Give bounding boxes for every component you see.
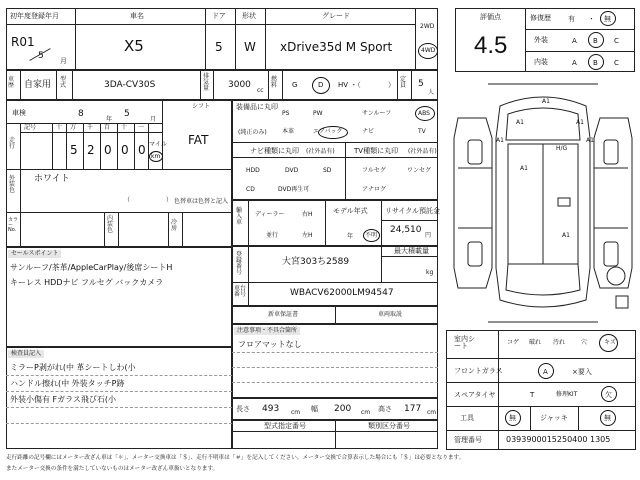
drive-4wd: 4WD [421,47,436,54]
displacement-unit: cc [257,87,264,94]
navi-item-2: SD [323,167,332,174]
mileage-digit-0: 5 [70,143,78,157]
unit-km: km [151,153,161,160]
cold-label: 冷房 [171,219,178,232]
doors-value: 5 [215,40,223,54]
equip-r2-1: エアバック [313,128,343,135]
drive-2wd: 2WD [420,23,435,30]
dmg-mark-7: H/G [556,145,568,152]
int-c: C [614,59,619,67]
displacement-label: 排気量 [203,73,210,92]
navi-sub: (社外品有) [306,148,335,155]
score-value: 4.5 [474,32,508,59]
front-glass-label: フロントガラス [454,367,503,375]
tv-label: TV種類に丸印 [354,147,399,155]
equipment-label: 装備品に丸印 [236,103,278,111]
model-year-unit: 年 [347,233,354,240]
inspector-label: 検査員記入 [8,350,44,358]
first-reg-month-unit: 月 [60,57,67,65]
interior-item-0: コゲ [507,339,520,346]
row-usage [6,70,438,100]
equip-r1-1: PW [313,110,323,117]
inspection-month-unit: 月 [150,116,157,123]
inspection-year-unit: 年 [106,116,113,123]
ext-c: C [614,37,619,45]
color-no-label: カラー No. [8,217,19,233]
mgmt-label: 管理番号 [454,436,482,444]
interior-item-1: 破れ [529,339,542,346]
length-value: 493 [262,404,280,414]
registration-value: 大宮303ち2589 [282,257,350,267]
score-label: 評価点 [480,13,501,21]
equip-r1-0: PS [282,110,290,117]
sales-line-1: サンルーフ/茶革/AppleCarPlay/後席シートH [10,263,173,272]
width-unit: cm [361,409,371,416]
inspection-month: 5 [124,109,130,119]
type-value: 3DA-CV30S [104,80,156,90]
tv-item-2: アナログ [362,186,387,193]
tools-label: 工具 [460,414,474,422]
displacement-value: 3000 [228,80,251,90]
import-dealer: ディーラー [255,211,285,218]
notes-block [232,324,438,398]
height-value: 177 [404,404,422,414]
import-parallel: 並行 [266,232,279,239]
width-value: 200 [334,404,352,414]
recycle-unit: 円 [425,232,432,239]
inspection-year: 8 [78,109,84,119]
max-load-unit: kg [426,269,434,276]
class-number-label: 類別区分番号 [368,422,410,430]
width-label: 幅 [311,405,318,413]
type-label: 型式 [60,76,67,89]
height-unit: cm [427,409,437,416]
repair-dot: ・ [588,15,595,23]
doors-label: ドア [212,12,226,20]
dmg-mark-5: A1 [586,137,594,144]
equip-r1-2: サンルーフ [362,110,392,117]
color-label: 外装色 [9,175,16,194]
length-unit: cm [291,409,301,416]
first-reg-label: 初年度登録年月 [10,12,59,20]
exterior-label: 外装 [534,36,548,44]
sales-points-label: セールスポイント [8,250,61,258]
inspector-line-1: ミラーP剥がれ(中 革シートしわ(小 [10,363,136,372]
spare-kit: 修理KIT [556,391,578,398]
new-warranty: 新車保証書 [268,311,299,318]
interior-color-label: 内装色 [107,215,114,234]
model-year-label: モデル年式 [333,207,368,215]
sales-line-2: キーレス HDDナビ フルセグ バックカメラ [10,278,164,287]
mileage-header-2: 万 [70,124,77,131]
height-label: 高さ [378,405,392,413]
first-reg-era: R01 [11,35,35,49]
interior-item-3: 穴 [581,339,588,346]
repair-label: 修復歴 [530,14,551,22]
mileage-label: 走行 [9,137,16,150]
equip-r2-0: 本革 [282,128,295,135]
capacity-label: 定員 [400,76,407,89]
spare-none: 欠 [605,391,612,399]
ext-a: A [572,37,577,45]
shift-label: シフト [192,103,211,110]
mileage-header-6: 一 [138,124,145,131]
int-b: B [593,59,598,67]
notes-label: 注意事項・不具合箇所 [234,327,300,335]
jack-label: ジャッキ [540,414,568,422]
inspector-line-3: 外装小傷有 Fガラス飛び石(小 [10,395,117,404]
type-designation-label: 型式指定番号 [264,422,306,430]
fuel-label: 燃料 [271,76,278,89]
mileage-header-3: 千 [87,124,94,131]
navi-label: ナビ種類に丸印 [250,147,299,155]
navi-item-1: DVD [285,167,299,174]
mileage-header-4: 百 [104,124,111,131]
usage-value: 自家用 [24,80,52,90]
equipment-sub: (純正のみ) [238,129,267,136]
color-value: ホワイト [34,174,70,184]
navi-item-0: HDD [246,167,260,174]
mileage-digit-2: 0 [104,143,112,157]
footer-line-2: またメーター交換の条件を満たしていないものはメーター改ざん車扱いとなります。 [6,466,219,472]
mileage-digit-4: 0 [138,143,146,157]
repair-yes: 有 [568,15,575,23]
unit-mile: マイル [149,141,167,148]
length-label: 長さ [236,405,250,413]
footer-line-1: 走行距離の記号欄にはメーター改ざん車は「＊」、メーター交換車は「＄」、走行不明車は「＃」を記入してください。メーター交換で合算表示した場合にも「＄」は必要となります。 [6,455,465,461]
tv-item-1: ワンセグ [407,167,432,174]
capacity-value: 5 [418,79,424,89]
navi-item-3: CD [246,186,255,193]
color-paren: （ ） [124,197,173,204]
tv-sub: (社外品有) [408,148,437,155]
model-value: X5 [124,37,144,55]
mileage-header-5: 十 [121,124,128,131]
front-glass-x: ×要入 [572,368,592,376]
chassis-value: WBACV62000LM94547 [290,288,394,298]
interior-item-4: キズ [604,339,616,346]
registration-label: 登録番号 [236,251,243,276]
equip-r2-3: TV [418,128,426,135]
shape-label: 形状 [242,12,256,20]
sales-points-block [6,247,232,347]
spare-t: T [530,391,535,399]
interior-label: 内装 [534,58,548,66]
mileage-header-1: 十 [56,124,63,131]
interior-item-2: 汚れ [553,339,566,346]
spare-label: スペアタイヤ [454,391,496,399]
inspector-line-2: ハンドル擦れ(中 外装タッチP跡 [10,379,125,388]
chassis-label: 車台番号 [234,285,247,298]
mileage-digit-1: 2 [87,143,95,157]
dmg-mark-3: A1 [576,119,584,126]
dmg-mark-6: A1 [520,165,528,172]
shape-value: W [244,40,256,54]
fuel-close: ） [388,81,395,89]
equip-r1-3: ABS [418,110,430,117]
import-rh: 右H [302,211,313,218]
equip-r2-2: ナビ [362,128,375,135]
dmg-mark-2: A1 [516,119,524,126]
grade-label: グレード [322,12,350,20]
import-label: 輸入車 [236,207,243,226]
mileage-header-0: 記号 [24,124,37,131]
fuel-d: D [318,81,324,89]
max-load-label: 最大積載量 [394,247,429,255]
navi-item-4: DVD再生可 [278,186,310,193]
vehicle-manual: 車両取説 [378,311,403,318]
grade-value: xDrive35d M Sport [280,40,393,54]
model-year-unknown: 不明 [365,232,378,239]
inspection-label: 車検 [12,109,26,117]
capacity-unit: 人 [428,89,435,96]
notes-line-1: フロアマットなし [238,340,302,349]
recycle-value: 24,510 [390,225,422,235]
dmg-mark-8: A1 [562,232,570,239]
mileage-digit-3: 0 [121,143,129,157]
recycle-label: リサイクル預託金 [385,207,441,215]
interior-seat-label: 室内シート [454,335,475,350]
tools-value: 無 [509,414,516,422]
jack-value: 無 [604,414,611,422]
front-glass-a: A [543,368,548,376]
usage-label: 車歴 [8,76,15,89]
model-label: 車名 [130,12,144,20]
int-a: A [572,59,577,67]
fuel-g: G [292,81,298,89]
tv-item-0: フルセグ [362,167,386,174]
dmg-mark-4: A1 [496,137,504,144]
shift-value: FAT [188,133,209,147]
repair-no: 無 [604,15,611,23]
dmg-mark-1: A1 [542,98,550,105]
ext-b: B [593,37,598,45]
import-lh: 左H [302,232,313,239]
mgmt-value: 0393900015250400 1305 [506,435,611,444]
first-reg-month: 5 [38,51,44,61]
car-diagram [448,78,638,328]
color-note: 色替車は色替と記入 [174,198,229,205]
fuel-hv: HV ・（ [338,81,361,89]
